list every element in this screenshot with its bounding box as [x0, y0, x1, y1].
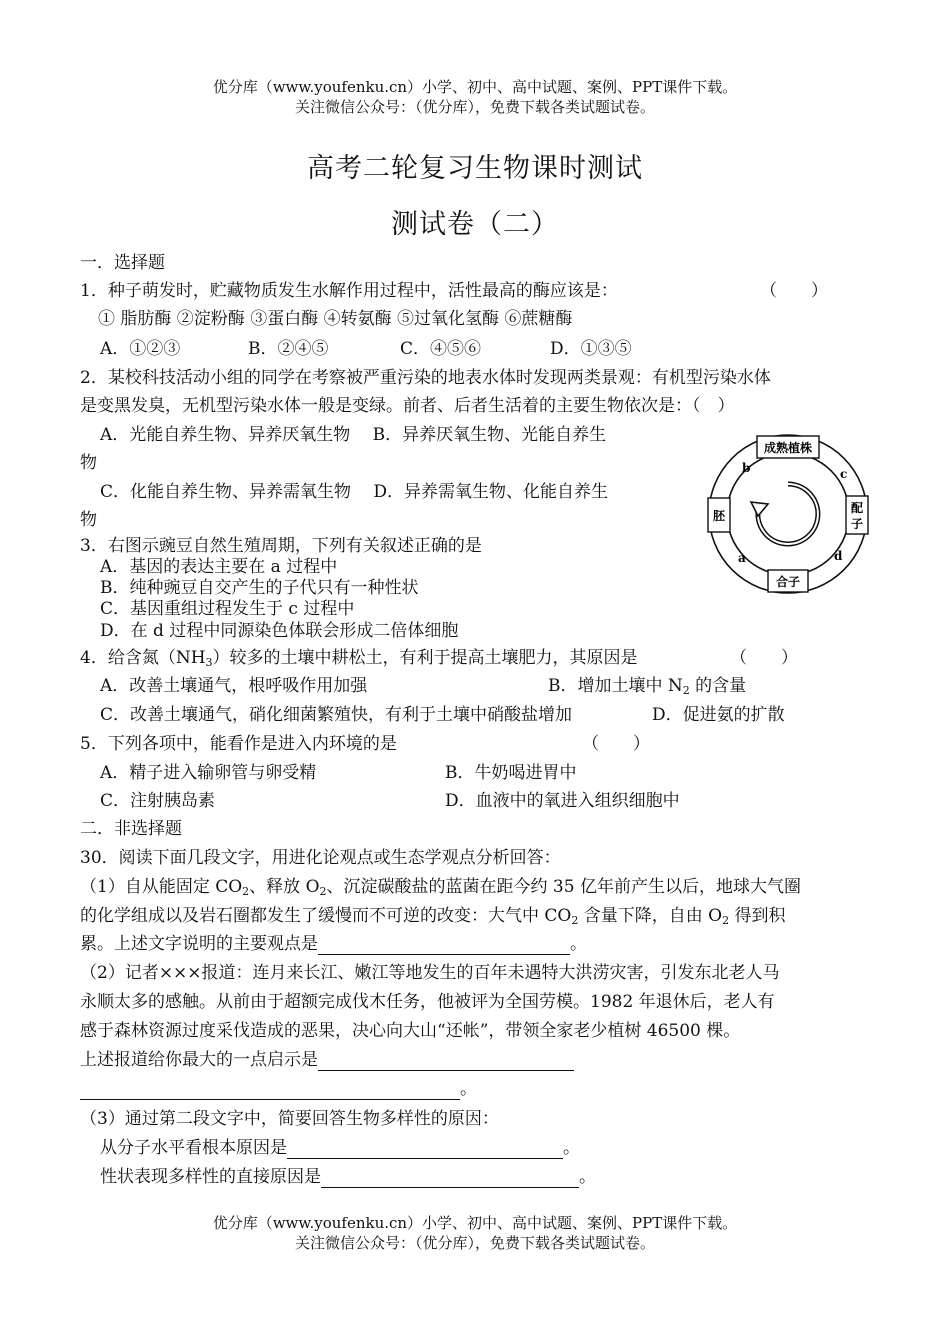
section-choice-heading: 一．选择题 [80, 253, 165, 273]
footer-line-2: 关注微信公众号：（优分库），免费下载各类试题试卷。 [294, 1234, 655, 1252]
q3-option-a: A．基因的表达主要在 a 过程中 [100, 557, 338, 577]
stage-label-zygote: 合子 [775, 575, 801, 589]
q1-option-a: A．①②③ [100, 339, 181, 359]
q5-option-c: C．注射胰岛素 [100, 791, 216, 811]
q30-p2-line-3: 感于森林资源过度采伐造成的恶果，决心向大山“还帐”，带领全家老少植树 46500 棵。 [80, 1021, 741, 1041]
q30-p1-line-3: 累。上述文字说明的主要观点是 。 [80, 934, 587, 954]
q30-p2-line-4: 上述报道给你最大的一点启示是 [80, 1049, 574, 1071]
q30-p1-line-1: （1）自从能固定 $CO_2$、释放 $O_2$、沉淀碳酸盐的蓝菌在距今约 35 亿年前产生以后，地球大气圈 [80, 877, 801, 898]
process-label-d: d [834, 549, 843, 563]
q2-stem-line-2: 是变黑发臭，无机型污染水体一般是变绿。前者、后者生活着的主要生物依次是：（ ） [80, 396, 735, 416]
pea-life-cycle-diagram [706, 432, 870, 596]
q3-option-c: C．基因重组过程发生于 c 过程中 [100, 599, 355, 619]
q30-p3-line-3: 性状表现多样性的直接原因是 。 [100, 1167, 596, 1187]
q30-p1-answer-blank[interactable] [318, 936, 570, 955]
q30-p2-line-2: 永顺太多的感触。从前由于超额完成伐木任务，他被评为全国劳模。1982 年退休后，老人有 [80, 992, 775, 1012]
q5-stem: 5．下列各项中，能看作是进入内环境的是 [80, 734, 397, 754]
header-line-2: 关注微信公众号：（优分库），免费下载各类试题试卷。 [294, 98, 655, 116]
stage-label-gamete-1: 配 [850, 501, 864, 515]
q5-answer-paren: （ ） [582, 734, 650, 754]
q1-option-d: D．①③⑤ [550, 339, 632, 359]
q5-option-b: B．牛奶喝进胃中 [445, 763, 577, 783]
q30-p3-line-1: （3）通过第二段文字中，简要回答生物多样性的原因： [80, 1109, 499, 1129]
process-label-c: c [840, 467, 848, 481]
page-subtitle: 测试卷（二） [391, 209, 559, 240]
q30-stem: 30．阅读下面几段文字，用进化论观点或生态学观点分析回答： [80, 848, 561, 868]
section-nonchoice-heading: 二．非选择题 [80, 819, 182, 839]
q2-options-cd-wrap: 物 [80, 510, 97, 530]
q30-p3-line-2: 从分子水平看根本原因是 。 [100, 1138, 580, 1158]
q2-options-cd: C．化能自养生物、异养需氧生物 D．异养需氧生物、化能自养生 [100, 482, 609, 502]
q4-option-a: A．改善土壤通气，根呼吸作用加强 [100, 676, 368, 696]
q2-options-ab-wrap: 物 [80, 453, 97, 473]
q30-p2-line-5: 。 [80, 1078, 477, 1100]
footer-line-1: 优分库（www.youfenku.cn）小学、初中、高中试题、案例、PPT课件下载。 [212, 1214, 738, 1232]
header-line-1: 优分库（www.youfenku.cn）小学、初中、高中试题、案例、PPT课件下载。 [212, 78, 738, 96]
q2-options-ab: A．光能自养生物、异养厌氧生物 B．异养厌氧生物、光能自养生 [100, 425, 607, 445]
q4-option-c: C．改善土壤通气，硝化细菌繁殖快，有利于土壤中硝酸盐增加 [100, 705, 573, 725]
q1-option-c: C．④⑤⑥ [400, 339, 482, 359]
q30-p2-answer-blank-1[interactable] [318, 1052, 574, 1071]
q3-stem: 3．右图示豌豆自然生殖周期，下列有关叙述正确的是 [80, 536, 482, 556]
q5-option-d: D．血液中的氧进入组织细胞中 [445, 791, 680, 811]
q1-items: ① 脂肪酶 ②淀粉酶 ③蛋白酶 ④转氨酶 ⑤过氧化氢酶 ⑥蔗糖酶 [98, 309, 573, 329]
q3-option-d: D．在 d 过程中同源染色体联会形成二倍体细胞 [100, 621, 459, 641]
q4-option-d: D．促进氨的扩散 [652, 705, 785, 725]
stage-label-embryo: 胚 [712, 509, 726, 523]
q1-stem: 1．种子萌发时，贮藏物质发生水解作用过程中，活性最高的酶应该是： [80, 281, 618, 301]
stage-label-gamete-2: 子 [850, 517, 864, 531]
stage-label-mature-plant: 成熟植株 [763, 441, 813, 455]
q30-p2-answer-blank-2[interactable] [80, 1081, 460, 1100]
q2-stem-line-1: 2．某校科技活动小组的同学在考察被严重污染的地表水体时发现两类景观：有机型污染水体 [80, 368, 771, 388]
q30-p3-answer-blank-1[interactable] [287, 1140, 563, 1159]
q30-p1-line-2: 的化学组成以及岩石圈都发生了缓慢而不可逆的改变：大气中 $CO_2$ 含量下降，自由 $O_2$ 得到积 [80, 906, 786, 927]
q4-stem: 4．给含氮$(NH_3)$较多的土壤中耕松土，有利于提高土壤肥力，其原因是 [80, 648, 638, 669]
q3-option-b: B．纯种豌豆自交产生的子代只有一种性状 [100, 578, 419, 598]
q1-answer-paren: （ ） [760, 281, 828, 301]
process-label-b: b [742, 461, 751, 475]
q5-option-a: A．精子进入输卵管与卵受精 [100, 763, 317, 783]
q30-p2-line-1: （2）记者×××报道：连月来长江、嫩江等地发生的百年未遇特大洪涝灾害，引发东北老人马 [80, 963, 780, 983]
q30-p3-answer-blank-2[interactable] [321, 1169, 579, 1188]
process-label-a: a [738, 551, 746, 565]
q4-answer-paren: （ ） [730, 648, 798, 668]
q4-option-b: B．增加土壤中 $N_2$ 的含量 [548, 676, 747, 697]
q1-option-b: B．②④⑤ [248, 339, 329, 359]
page-title: 高考二轮复习生物课时测试 [307, 153, 643, 184]
